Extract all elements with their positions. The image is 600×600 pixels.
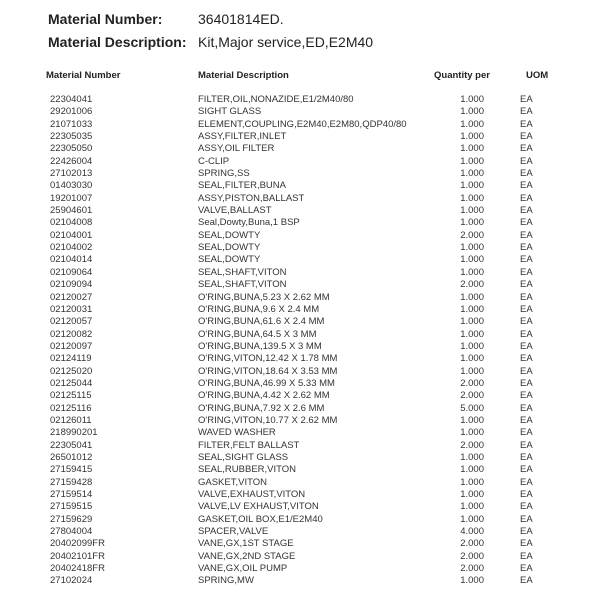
quantity-cell: 1.000 — [460, 501, 484, 513]
quantity-cell: 1.000 — [460, 118, 484, 130]
uom-cell: EA — [520, 242, 533, 254]
material-number-cell: 218990201 — [50, 427, 98, 439]
quantity-cell: 1.000 — [460, 168, 484, 180]
column-header-material-number: Material Number — [46, 70, 121, 81]
uom-cell: EA — [520, 340, 533, 352]
quantity-cell: 1.000 — [460, 451, 484, 463]
uom-cell: EA — [520, 279, 533, 291]
table-row — [0, 390, 600, 402]
material-number-cell: 02104002 — [50, 242, 93, 254]
uom-cell: EA — [520, 451, 533, 463]
table-row — [0, 501, 600, 513]
quantity-cell: 2.000 — [460, 390, 484, 402]
material-number-cell: 02124119 — [50, 353, 92, 365]
material-number-cell: 02120082 — [50, 328, 93, 340]
material-number-cell: 20402101FR — [50, 550, 105, 562]
table-row — [0, 329, 600, 341]
quantity-cell: 1.000 — [460, 427, 484, 439]
uom-cell: EA — [520, 427, 533, 439]
uom-cell: EA — [520, 131, 533, 143]
material-number-cell: 22305035 — [50, 131, 93, 143]
material-description-cell: SEAL,RUBBER,VITON — [198, 464, 297, 476]
uom-cell: EA — [520, 513, 533, 525]
uom-cell: EA — [520, 229, 533, 241]
header-material-description-label: Material Description: — [48, 34, 187, 50]
uom-cell: EA — [520, 414, 533, 426]
table-row — [0, 242, 600, 254]
material-number-cell: 26501012 — [50, 451, 93, 463]
material-number-cell: 02125020 — [50, 365, 93, 377]
quantity-cell: 1.000 — [460, 106, 484, 118]
header-material-number-label: Material Number: — [48, 11, 163, 27]
table-row — [0, 316, 600, 328]
material-description-cell: FILTER,OIL,NONAZIDE,E1/2M40/80 — [198, 94, 354, 105]
quantity-cell: 1.000 — [460, 476, 484, 488]
material-description-cell: O'RING,VITON,12.42 X 1.78 MM — [198, 353, 338, 365]
uom-cell: EA — [520, 353, 533, 365]
material-description-cell: SPRING,SS — [198, 168, 250, 180]
material-description-cell: O'RING,BUNA,9.6 X 2.4 MM — [198, 303, 320, 315]
quantity-cell: 1.000 — [460, 180, 484, 192]
material-number-cell: 27804004 — [50, 526, 93, 538]
uom-cell: EA — [520, 328, 533, 340]
material-description-cell: SEAL,DOWTY — [198, 242, 261, 254]
column-header-material-description: Material Description — [198, 70, 289, 81]
material-description-cell: VALVE,EXHAUST,VITON — [198, 489, 306, 500]
material-number-cell: 22305041 — [50, 439, 93, 451]
table-row — [0, 217, 600, 229]
material-number-cell: 20402099FR — [50, 538, 105, 550]
uom-cell: EA — [520, 439, 533, 451]
material-number-cell: 27102013 — [50, 168, 93, 180]
material-description-cell: ASSY,PISTON,BALLAST — [198, 192, 305, 204]
table-row — [0, 427, 600, 439]
material-description-cell: O'RING,BUNA,5.23 X 2.62 MM — [198, 291, 330, 303]
table-row — [0, 267, 600, 279]
material-number-cell: 25904601 — [50, 205, 93, 217]
uom-cell: EA — [520, 563, 533, 575]
table-row — [0, 538, 600, 550]
material-description-cell: VANE,GX,OIL PUMP — [198, 563, 288, 575]
uom-cell: EA — [520, 155, 533, 167]
quantity-cell: 1.000 — [460, 254, 484, 266]
table-row — [0, 292, 600, 304]
material-description-cell: SEAL,FILTER,BUNA — [198, 180, 286, 192]
uom-cell: EA — [520, 291, 533, 303]
material-number-cell: 27159415 — [50, 464, 93, 476]
material-description-cell: GASKET,OIL BOX,E1/E2M40 — [198, 513, 323, 525]
uom-cell: EA — [520, 402, 533, 414]
table-row — [0, 94, 600, 106]
material-description-cell: SEAL,DOWTY — [198, 229, 261, 241]
uom-cell: EA — [520, 106, 533, 118]
table-row — [0, 403, 600, 415]
material-description-cell: SPRING,MW — [198, 575, 254, 587]
uom-cell: EA — [520, 168, 533, 180]
table-row — [0, 143, 600, 155]
quantity-cell: 5.000 — [460, 402, 484, 414]
material-number-cell: 02120027 — [50, 291, 93, 303]
header-material-number-value: 36401814ED. — [198, 11, 284, 27]
material-number-cell: 27159428 — [50, 476, 93, 488]
quantity-cell: 1.000 — [460, 266, 484, 278]
material-number-cell: 27102024 — [50, 575, 93, 587]
material-description-cell: ELEMENT,COUPLING,E2M40,E2M80,QDP40/80 — [198, 118, 407, 130]
quantity-cell: 1.000 — [460, 575, 484, 587]
table-row — [0, 341, 600, 353]
table-row — [0, 575, 600, 587]
quantity-cell: 1.000 — [460, 205, 484, 217]
quantity-cell: 1.000 — [460, 340, 484, 352]
uom-cell: EA — [520, 390, 533, 402]
uom-cell: EA — [520, 526, 533, 538]
material-number-cell: 20402418FR — [50, 563, 105, 575]
uom-cell: EA — [520, 217, 533, 229]
uom-cell: EA — [520, 180, 533, 192]
table-row — [0, 156, 600, 168]
table-row — [0, 304, 600, 316]
table-row — [0, 489, 600, 501]
material-description-cell: WAVED WASHER — [198, 427, 276, 439]
table-row — [0, 452, 600, 464]
table-row — [0, 353, 600, 365]
material-description-cell: O'RING,BUNA,61.6 X 2.4 MM — [198, 316, 325, 328]
table-row — [0, 464, 600, 476]
uom-cell: EA — [520, 143, 533, 155]
quantity-cell: 1.000 — [460, 414, 484, 426]
uom-cell: EA — [520, 476, 533, 488]
uom-cell: EA — [520, 254, 533, 266]
quantity-cell: 1.000 — [460, 242, 484, 254]
uom-cell: EA — [520, 316, 533, 328]
table-row — [0, 477, 600, 489]
material-description-cell: Seal,Dowty,Buna,1 BSP — [198, 217, 300, 229]
table-row — [0, 563, 600, 575]
material-description-cell: O'RING,BUNA,139.5 X 3 MM — [198, 340, 322, 352]
material-number-cell: 21071033 — [50, 118, 93, 130]
quantity-cell: 1.000 — [460, 365, 484, 377]
quantity-cell: 2.000 — [460, 439, 484, 451]
material-description-cell: VANE,GX,1ST STAGE — [198, 538, 294, 550]
quantity-cell: 1.000 — [460, 464, 484, 476]
uom-cell: EA — [520, 550, 533, 562]
material-number-cell: 27159515 — [50, 501, 93, 513]
quantity-cell: 2.000 — [460, 377, 484, 389]
material-description-cell: SEAL,SHAFT,VITON — [198, 279, 287, 291]
uom-cell: EA — [520, 538, 533, 550]
uom-cell: EA — [520, 192, 533, 204]
quantity-cell: 1.000 — [460, 155, 484, 167]
material-description-cell: ASSY,OIL FILTER — [198, 143, 275, 155]
quantity-cell: 2.000 — [460, 563, 484, 575]
material-description-cell: VALVE,LV EXHAUST,VITON — [198, 501, 319, 513]
material-number-cell: 02104014 — [50, 254, 93, 266]
table-row — [0, 440, 600, 452]
quantity-cell: 1.000 — [460, 192, 484, 204]
material-number-cell: 02125044 — [50, 377, 93, 389]
material-number-cell: 19201007 — [50, 192, 93, 204]
material-description-cell: O'RING,BUNA,64.5 X 3 MM — [198, 328, 317, 340]
material-description-cell: SPACER,VALVE — [198, 526, 269, 538]
quantity-cell: 1.000 — [460, 94, 484, 105]
material-description-cell: SIGHT GLASS — [198, 106, 262, 118]
material-number-cell: 22304041 — [50, 94, 93, 105]
quantity-cell: 2.000 — [460, 538, 484, 550]
parts-table — [0, 94, 600, 588]
material-description-cell: O'RING,VITON,18.64 X 3.53 MM — [198, 365, 338, 377]
material-description-cell: O'RING,BUNA,46.99 X 5.33 MM — [198, 377, 335, 389]
material-number-cell: 02126011 — [50, 414, 92, 426]
material-description-cell: FILTER,FELT BALLAST — [198, 439, 300, 451]
material-number-cell: 02125116 — [50, 402, 92, 414]
table-row — [0, 193, 600, 205]
material-number-cell: 02104008 — [50, 217, 93, 229]
quantity-cell: 1.000 — [460, 316, 484, 328]
uom-cell: EA — [520, 464, 533, 476]
material-number-cell: 22426004 — [50, 155, 93, 167]
material-number-cell: 02125115 — [50, 390, 92, 402]
material-description-cell: O'RING,BUNA,4.42 X 2.62 MM — [198, 390, 330, 402]
quantity-cell: 2.000 — [460, 279, 484, 291]
material-description-cell: O'RING,VITON,10.77 X 2.62 MM — [198, 414, 338, 426]
uom-cell: EA — [520, 377, 533, 389]
uom-cell: EA — [520, 205, 533, 217]
table-row — [0, 366, 600, 378]
uom-cell: EA — [520, 266, 533, 278]
material-number-cell: 02109094 — [50, 279, 93, 291]
material-number-cell: 27159629 — [50, 513, 93, 525]
material-description-cell: C-CLIP — [198, 155, 230, 167]
quantity-cell: 1.000 — [460, 328, 484, 340]
column-header-uom: UOM — [526, 70, 549, 81]
table-row — [0, 180, 600, 192]
material-number-cell: 02120031 — [50, 303, 93, 315]
quantity-cell: 1.000 — [460, 489, 484, 500]
material-description-cell: SEAL,DOWTY — [198, 254, 261, 266]
column-header-quantity: Quantity per — [434, 70, 490, 81]
quantity-cell: 1.000 — [460, 513, 484, 525]
quantity-cell: 1.000 — [460, 291, 484, 303]
material-description-cell: VANE,GX,2ND STAGE — [198, 550, 296, 562]
material-number-cell: 02120057 — [50, 316, 93, 328]
quantity-cell: 2.000 — [460, 550, 484, 562]
quantity-cell: 4.000 — [460, 526, 484, 538]
uom-cell: EA — [520, 489, 533, 500]
material-number-cell: 02104001 — [50, 229, 93, 241]
table-row — [0, 526, 600, 538]
table-row — [0, 551, 600, 563]
material-description-cell: SEAL,SIGHT GLASS — [198, 451, 289, 463]
table-row — [0, 378, 600, 390]
header-material-description-value: Kit,Major service,ED,E2M40 — [198, 34, 374, 50]
quantity-cell: 1.000 — [460, 217, 484, 229]
table-row — [0, 279, 600, 291]
material-number-cell: 22305050 — [50, 143, 93, 155]
material-description-cell: ASSY,FILTER,INLET — [198, 131, 287, 143]
material-number-cell: 02109064 — [50, 266, 93, 278]
quantity-cell: 1.000 — [460, 143, 484, 155]
table-row — [0, 415, 600, 427]
table-row — [0, 230, 600, 242]
table-row — [0, 106, 600, 118]
material-number-cell: 01403030 — [50, 180, 93, 192]
table-row — [0, 254, 600, 266]
table-row — [0, 131, 600, 143]
material-number-cell: 02120097 — [50, 340, 93, 352]
material-number-cell: 29201006 — [50, 106, 93, 118]
table-row — [0, 514, 600, 526]
material-description-cell: SEAL,SHAFT,VITON — [198, 266, 287, 278]
material-number-cell: 27159514 — [50, 489, 93, 500]
quantity-cell: 1.000 — [460, 303, 484, 315]
uom-cell: EA — [520, 501, 533, 513]
material-description-cell: GASKET,VITON — [198, 476, 267, 488]
table-row — [0, 119, 600, 131]
uom-cell: EA — [520, 94, 533, 105]
table-row — [0, 168, 600, 180]
uom-cell: EA — [520, 575, 533, 587]
uom-cell: EA — [520, 303, 533, 315]
material-description-cell: O'RING,BUNA,7.92 X 2.6 MM — [198, 402, 325, 414]
uom-cell: EA — [520, 118, 533, 130]
quantity-cell: 2.000 — [460, 229, 484, 241]
uom-cell: EA — [520, 365, 533, 377]
material-description-cell: VALVE,BALLAST — [198, 205, 272, 217]
table-row — [0, 205, 600, 217]
quantity-cell: 1.000 — [460, 353, 484, 365]
quantity-cell: 1.000 — [460, 131, 484, 143]
